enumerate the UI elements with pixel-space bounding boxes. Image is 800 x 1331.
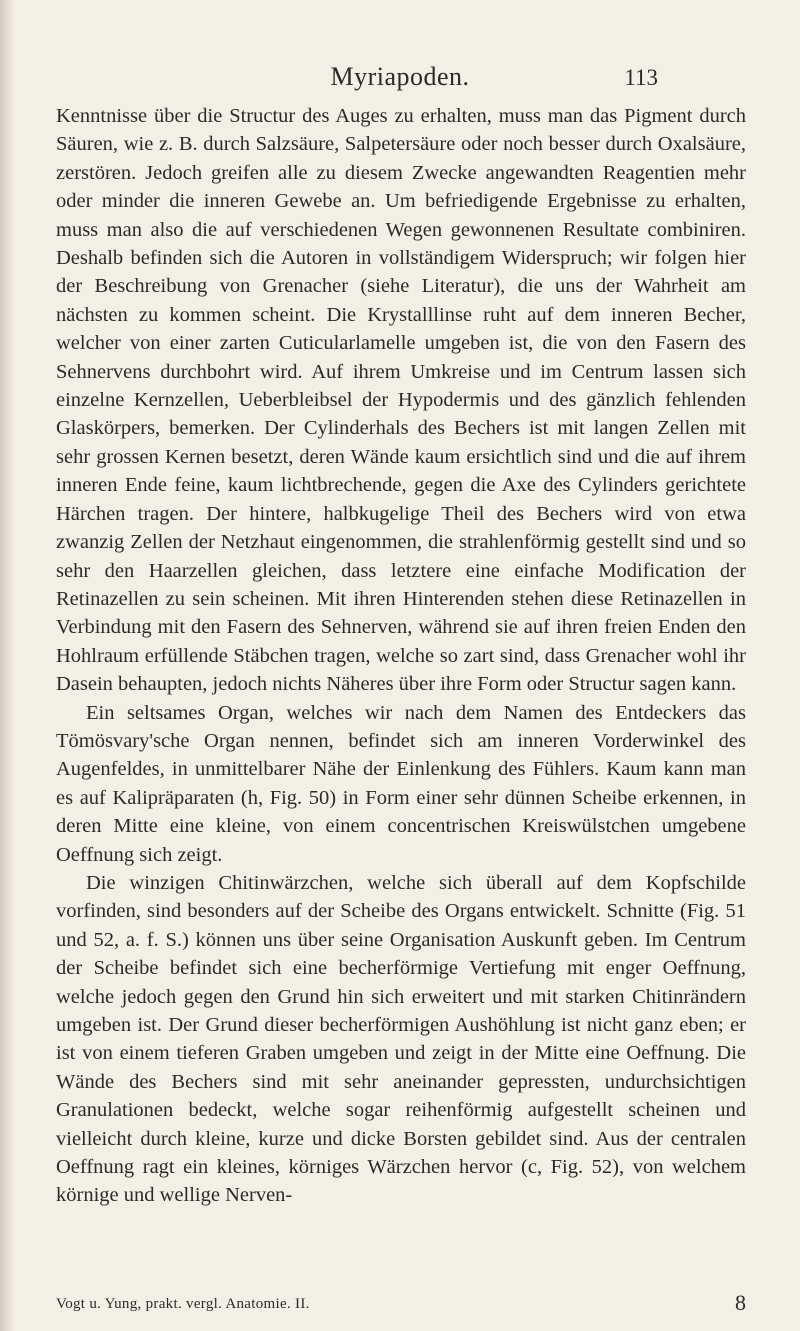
paragraph-eye-structure: Kenntnisse über die Structur des Auges zu erhalten, muss man das Pigment durch Säuren, wie z. B. durch Salzsäure, Salpetersäure oder noch besser durch Oxalsäure, zerstören. Jedoch greifen alle zu diesem Zwecke angewandten Reagentien mehr oder minder die inneren Gewebe an. Um befriedigende Ergebnisse zu erhalten, muss man also die auf verschiedenen Wegen gewonnenen Resultate combiniren. Deshalb befinden sich die Autoren in vollständigem Widerspruch; wir folgen hier der Beschreibung von Grenacher (siehe Literatur), die uns der Wahrheit am nächsten zu kommen scheint. Die Krystalllinse ruht auf dem inneren Becher, welcher von einer zarten Cuticularlamelle umgeben ist, die von den Fasern des Sehnervens durchbohrt wird. Auf ihrem Umkreise und im Centrum lassen sich einzelne Kernzellen, Ueberbleibsel der Hypodermis und des gänzlich fehlenden Glaskörpers, bemerken. Der Cylinderhals des Bechers ist mit langen Zellen mit sehr grossen Kernen besetzt, deren Wände kaum ersichtlich sind und die auf ihrem inneren Ende feine, kaum lichtbrechende, gegen die Axe des Cylinders gerichtete Härchen tragen. Der hintere, halbkugelige Theil des Bechers wird von etwa zwanzig Zellen der Netzhaut eingenommen, die strahlenförmig gestellt sind und so sehr den Haarzellen gleichen, dass letztere eine einfache Modification der Retinazellen zu sein scheinen. Mit ihren Hinterenden stehen diese Retinazellen in Verbindung mit den Fasern des Sehnerven, während sie auf ihren freien Enden den Hohlraum erfüllende Stäbchen tragen, welche so zart sind, dass Grenacher wohl ihr Dasein behaupten, jedoch nichts Näheres über ihre Form oder Structur sagen kann.: [56, 105, 746, 696]
running-title: Myriapoden.: [330, 62, 470, 91]
page-edge: [0, 0, 14, 1331]
body-text: [56, 102, 746, 1210]
page-number: 113: [624, 65, 658, 90]
signature-number: 8: [735, 1290, 746, 1315]
page-header: [0, 62, 800, 102]
paragraph-tomosvary-organ: Ein seltsames Organ, welches wir nach dem Namen des Entdeckers das Tömösvary'sche Organ nennen, befindet sich am inneren Vorderwinkel des Augenfeldes, in unmittelbarer Nähe der Einlenkung des Fühlers. Kaum kann man es auf Kalipräparaten (h, Fig. 50) in Form einer sehr dünnen Scheibe erkennen, in deren Mitte eine kleine, von einem concentrischen Kreiswülstchen umgebene Oeffnung sich zeigt.: [56, 701, 746, 866]
paragraph-chitin-warts: Die winzigen Chitinwärzchen, welche sich überall auf dem Kopfschilde vorfinden, sind besonders auf der Scheibe des Organs entwickelt. Schnitte (Fig. 51 und 52, a. f. S.) können uns über seine Organisation Auskunft geben. Im Centrum der Scheibe befindet sich eine becherförmige Vertiefung mit enger Oeffnung, welche jedoch gegen den Grund hin sich erweitert und mit starken Chitinrändern umgeben ist. Der Grund dieser becherförmigen Aushöhlung ist nicht ganz eben; er ist von einem tieferen Graben umgeben und zeigt in der Mitte eine Oeffnung. Die Wände des Bechers sind mit sehr aneinander gepressten, undurchsichtigen Granulationen bedeckt, welche sogar reihenförmig aufgestellt scheinen und vielleicht durch kleine, kurze und dicke Borsten gebildet sind. Aus der centralen Oeffnung ragt ein kleines, körniges Wärzchen hervor (c, Fig. 52), von welchem körnige und wellige Nerven-: [56, 871, 746, 1207]
printer-signature: Vogt u. Yung, prakt. vergl. Anatomie. II.: [56, 1296, 310, 1312]
page-footer: [56, 1290, 746, 1318]
